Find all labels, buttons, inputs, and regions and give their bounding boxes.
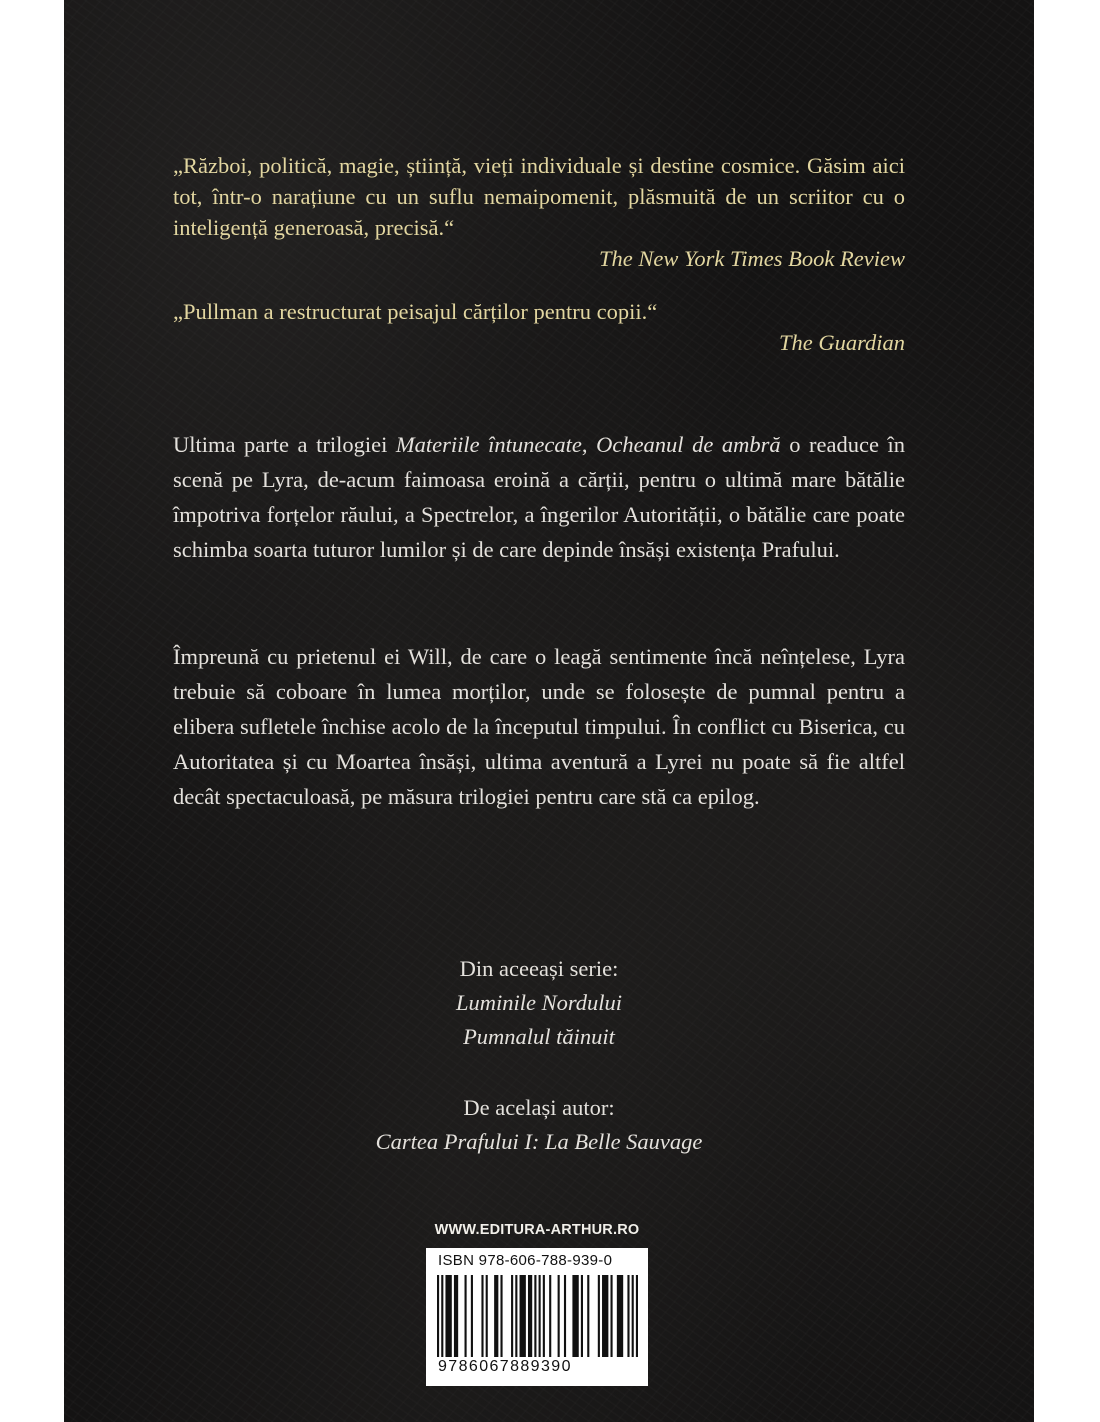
description-text: Ultima parte a trilogiei — [173, 432, 396, 457]
barcode-bar — [528, 1275, 532, 1357]
barcode-bar — [632, 1275, 634, 1357]
isbn-number: ISBN 978-606-788-939-0 — [438, 1252, 613, 1269]
series-title: Luminile Nordului — [455, 990, 623, 1015]
publisher-website: WWW.EDITURA-ARTHUR.RO — [434, 1222, 640, 1238]
barcode-bar — [627, 1275, 629, 1357]
barcode-bar — [636, 1275, 638, 1357]
barcode-bar — [539, 1275, 541, 1357]
barcode-bar — [500, 1275, 502, 1357]
barcode-bar — [511, 1275, 513, 1357]
review-quote-2 — [173, 296, 905, 358]
barcode-bar — [494, 1275, 498, 1357]
barcode-bars — [437, 1275, 638, 1357]
description-paragraph-2: Împreună cu prietenul ei Will, de care o leagă sentimente încă neînțelese, Lyra trebuie să coboare în lumea morților, unde se folosește de pumnal pentru a elibera sufletele închise acolo de la începutul timpului. În conflict cu Biserica, cu Autoritatea și cu Moartea însăși, ultima aventură a Lyrei nu poate să fie altfel decât spectaculoasă, pe măsura trilogiei pentru care stă ca epilog. — [173, 644, 905, 809]
barcode-bar — [564, 1275, 566, 1357]
barcode-bar — [486, 1275, 488, 1357]
trilogy-title: Materiile întunecate — [395, 432, 582, 457]
series-heading: Din aceeași serie: — [459, 956, 619, 981]
isbn-barcode — [426, 1248, 648, 1386]
description-text: o readuce în scenă pe Lyra, de-acum faimoasa eroină a cărții, pentru o ultimă mare bătălie împotriva forțelor răului, a Spectrelor, a îngerilor Autorității, o bătălie care poate schimba soarta tuturor lumilor și de care depinde însăși existența Prafului. — [173, 432, 905, 562]
author-works-heading: De același autor: — [463, 1095, 615, 1120]
barcode-bar — [437, 1275, 439, 1357]
description-paragraph-1 — [173, 427, 905, 567]
description-text: , — [581, 432, 597, 457]
barcode-bar — [534, 1275, 536, 1357]
barcode-bar — [549, 1275, 551, 1357]
author-work-title: Cartea Prafului I: La Belle Sauvage — [375, 1129, 703, 1154]
barcode-bar — [471, 1275, 473, 1357]
same-author-list — [173, 1091, 905, 1159]
barcode-bar — [587, 1275, 589, 1357]
barcode-bar — [465, 1275, 467, 1357]
barcode-bar — [520, 1275, 526, 1357]
barcode-bar — [481, 1275, 483, 1357]
barcode-bar — [445, 1275, 451, 1357]
same-series-list — [173, 952, 905, 1054]
book-title: Ocheanul de ambră — [596, 432, 781, 457]
barcode-bar — [572, 1275, 578, 1357]
quote-text: „Război, politică, magie, știință, vieți individuale și destine cosmice. Găsim aici tot, într-o narațiune cu un suflu nemaipomenit, plăsmuită de un scriitor cu o inteligență generoasă, precisă.“ — [173, 153, 905, 240]
barcode-bar — [558, 1275, 560, 1357]
barcode-bar — [617, 1275, 623, 1357]
barcode-digits: 9786067889390 — [438, 1358, 572, 1375]
barcode-bar — [454, 1275, 458, 1357]
barcode-bar — [610, 1275, 612, 1357]
barcode-bar — [581, 1275, 583, 1357]
barcode-bar — [441, 1275, 443, 1357]
barcode-bar — [515, 1275, 517, 1357]
barcode-bar — [598, 1275, 600, 1357]
review-quote-1 — [173, 150, 905, 274]
quote-text: „Pullman a restructurat peisajul cărților pentru copii.“ — [173, 299, 658, 324]
barcode-bar — [543, 1275, 545, 1357]
series-title: Pumnalul tăinuit — [463, 1024, 615, 1049]
barcode-bar — [602, 1275, 608, 1357]
quote-source: The New York Times Book Review — [598, 246, 905, 271]
quote-source: The Guardian — [778, 330, 905, 355]
